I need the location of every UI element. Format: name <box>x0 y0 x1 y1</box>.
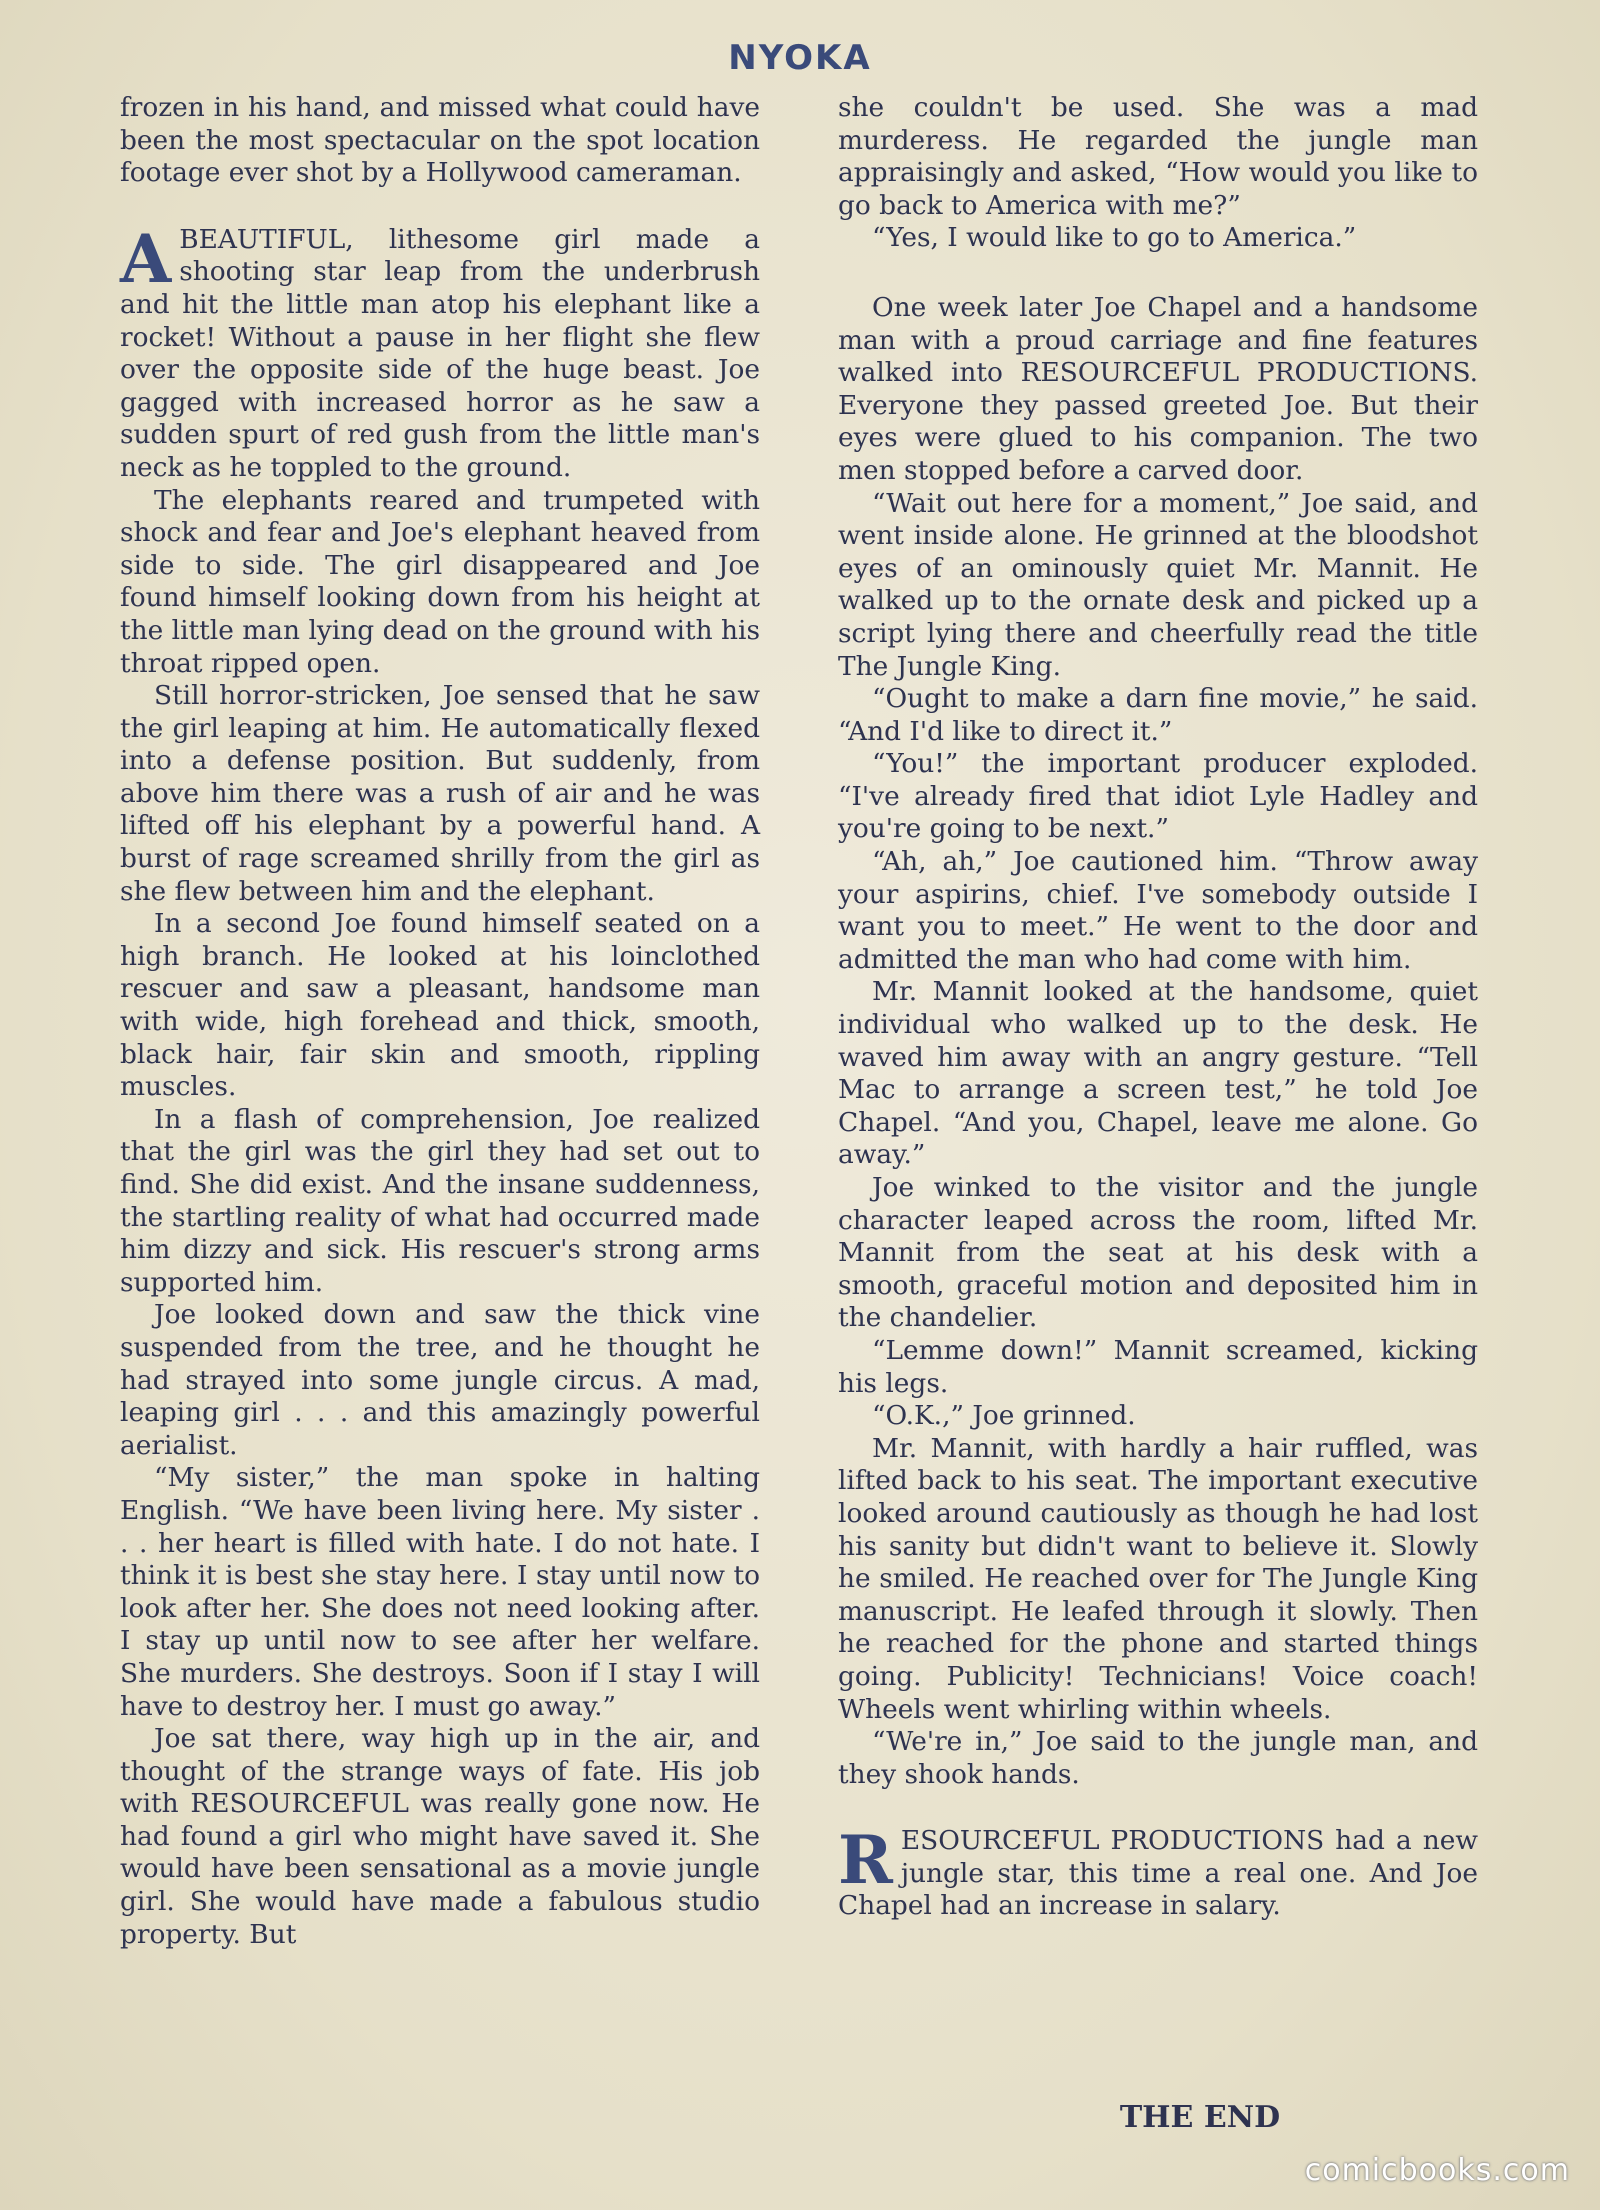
paragraph: frozen in his hand, and missed what could have been the most spectacular on the spot location footage ever shot by a Hollywood cameraman. <box>120 92 760 189</box>
drop-cap: A <box>120 219 172 298</box>
paragraph: Mr. Mannit, with hardly a hair ruffled, was lifted back to his seat. The important executive looked around cautiously as though he had lost his sanity but didn't want to believe it. Slowly he smiled. He reached over for The Jungle King manuscript. He leafed through it slowly. Then he reached for the phone and started things going. Publicity! Technicians! Voice coach! Wheels went whirling within wheels. <box>838 1432 1478 1725</box>
paragraph-dropcap <box>838 1821 1478 1923</box>
paragraph: she couldn't be used. She was a mad murderess. He regarded the jungle man appraisingly and asked, “How would you like to go back to America with me?” <box>838 92 1478 221</box>
paragraph: “O.K.,” Joe grinned. <box>872 1400 1136 1432</box>
paragraph: Still horror-stricken, Joe sensed that he saw the girl leaping at him. He automatically flexed into a defense position. But suddenly, from above him there was a rush of air and he was lifted off his elephant by a powerful hand. A burst of rage screamed shrilly from the girl as she flew between him and the elephant. <box>120 680 760 907</box>
paragraph: “Ah, ah,” Joe cautioned him. “Throw away your aspirins, chief. I've somebody outside I want you to meet.” He went to the door and admitted the man who had come with him. <box>838 846 1478 975</box>
paragraph: “You!” the important producer exploded. “I've already fired that idiot Lyle Hadley and you're going to be next.” <box>838 748 1478 845</box>
paragraph: “Lemme down!” Mannit screamed, kicking his legs. <box>838 1334 1478 1399</box>
paragraph: In a second Joe found himself seated on a high branch. He looked at his loinclothed rescuer and saw a pleasant, handsome man with wide, high forehead and thick, smooth, black hair, fair skin and smooth, rippling muscles. <box>120 908 760 1103</box>
paragraph: Joe looked down and saw the thick vine suspended from the tree, and he thought he had strayed into some jungle circus. A mad, leaping girl . . . and this amazingly powerful aerialist. <box>120 1299 760 1461</box>
the-end-label: THE END <box>1119 2100 1281 2135</box>
site-watermark: comicbooks.com <box>1304 2153 1570 2188</box>
paragraph: “My sister,” the man spoke in halting English. “We have been living here. My sister . . . her heart is filled with hate. I do not hate. I think it is best she stay here. I stay until now to look after her. She does not need looking after. I stay up until now to see after her welfare. She murders. She destroys. Soon if I stay I will have to destroy her. I must go away.” <box>120 1462 760 1722</box>
left-column <box>120 92 760 1951</box>
right-column <box>838 92 1478 1923</box>
paragraph: “Wait out here for a moment,” Joe said, and went inside alone. He grinned at the bloodshot eyes of an ominously quiet Mr. Mannit. He walked up to the ornate desk and picked up a script lying there and cheerfully read the title The Jungle King. <box>838 487 1478 682</box>
paragraph: Mr. Mannit looked at the handsome, quiet individual who walked up to the desk. He waved him away with an angry gesture. “Tell Mac to arrange a screen test,” he told Joe Chapel. “And you, Chapel, leave me alone. Go away.” <box>838 976 1478 1171</box>
paragraph: In a flash of comprehension, Joe realized that the girl was the girl they had set out to find. She did exist. And the insane suddenness, the startling reality of what had occurred made him dizzy and sick. His rescuer's strong arms supported him. <box>120 1103 760 1298</box>
paragraph: The elephants reared and trumpeted with shock and fear and Joe's elephant heaved from side to side. The girl disappeared and Joe found himself looking down from his height at the little man lying dead on the ground with his throat ripped open. <box>120 484 760 679</box>
paragraph: “We're in,” Joe said to the jungle man, and they shook hands. <box>838 1726 1478 1790</box>
paragraph: Joe winked to the visitor and the jungle character leaped across the room, lifted Mr. Mannit from the seat at his desk with a smooth, graceful motion and deposited him in the chandelier. <box>838 1172 1478 1334</box>
paragraph: One week later Joe Chapel and a handsome man with a proud carriage and fine features walked into RESOURCEFUL PRODUCTIONS. Everyone they passed greeted Joe. But their eyes were glued to his companion. The two men stopped before a carved door. <box>838 291 1478 486</box>
paragraph: “Yes, I would like to go to America.” <box>872 222 1357 254</box>
drop-cap: R <box>838 1821 893 1900</box>
paragraph-text: ESOURCEFUL PRODUCTIONS had a new jungle star, this time a real one. And Joe Chapel had an increase in salary. <box>838 1825 1478 1922</box>
page-header: NYOKA <box>728 38 872 78</box>
paragraph-dropcap <box>120 219 760 485</box>
paragraph-text: BEAUTIFUL, lithesome girl made a shooting star leap from the underbrush and hit the little man atop his elephant like a rocket! Without a pause in her flight she flew over the opposite side of the huge beast. Joe gagged with increased horror as he saw a sudden spurt of red gush from the little man's neck as he toppled to the ground. <box>120 223 760 483</box>
paragraph: “Ought to make a darn fine movie,” he said. “And I'd like to direct it.” <box>838 683 1478 747</box>
paragraph: Joe sat there, way high up in the air, and thought of the strange ways of fate. His job with RESOURCEFUL was really gone now. He had found a girl who might have saved it. She would have been sensational as a movie jungle girl. She would have made a fabulous studio property. But <box>120 1723 760 1950</box>
